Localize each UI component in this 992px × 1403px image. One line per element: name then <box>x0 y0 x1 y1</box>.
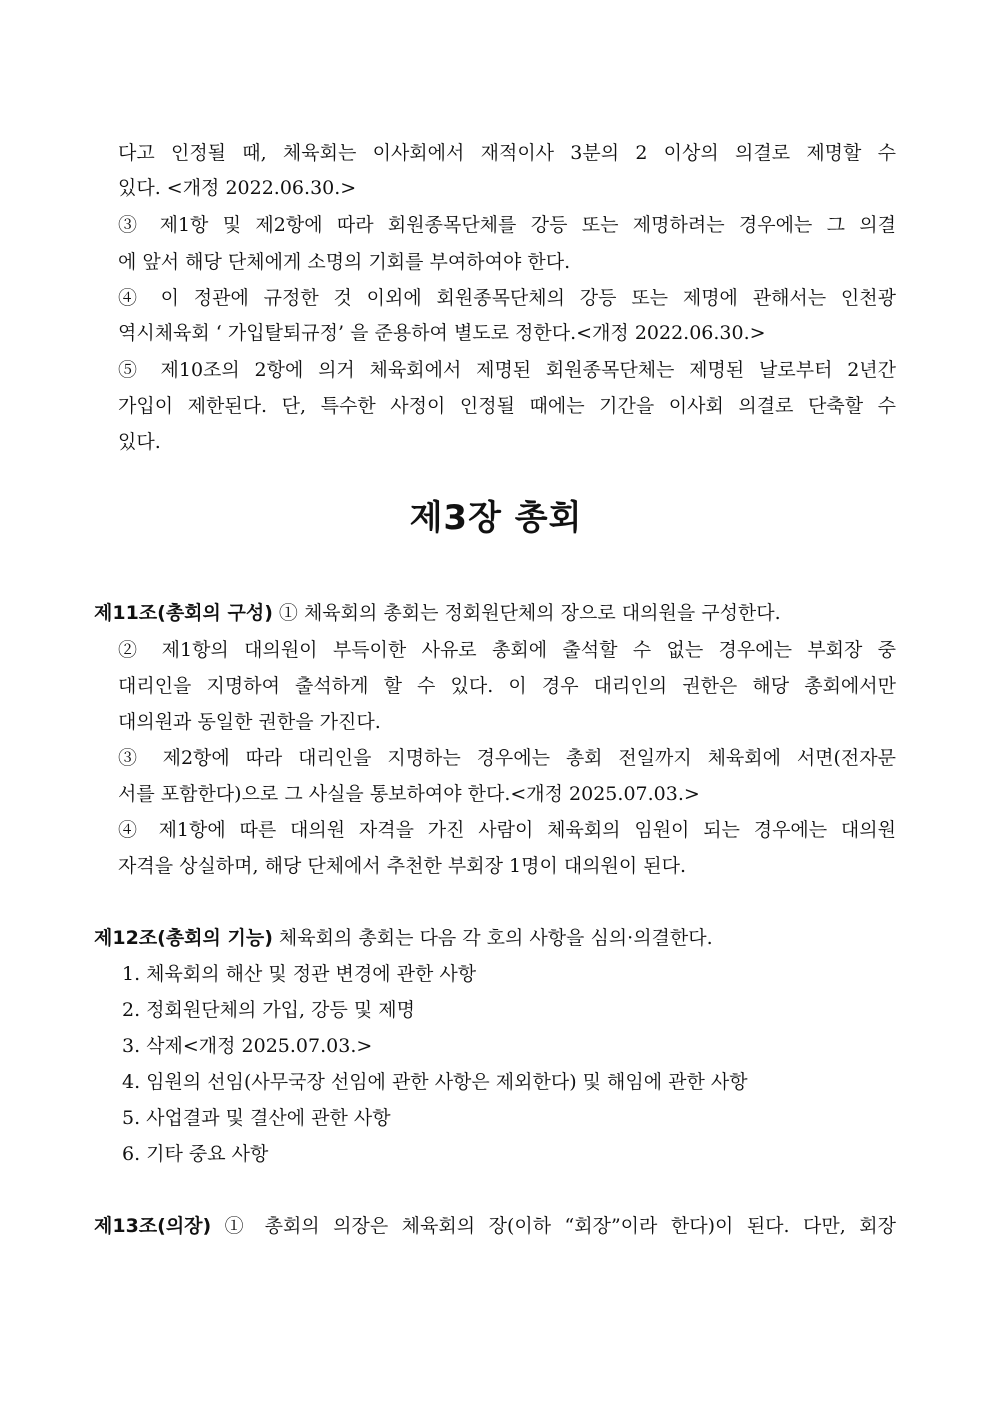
paragraph-line: ④ 이 정관에 규정한 것 이외에 회원종목단체의 강등 또는 제명에 관해서는 인천광 <box>118 287 896 309</box>
article-13-first-line <box>94 1213 896 1239</box>
paragraph-line: ④ 제1항에 따른 대의원 자격을 가진 사람이 체육회의 임원이 되는 경우에는 대의원 <box>118 819 896 841</box>
list-item: 3. 삭제<개정 2025.07.03.> <box>122 1035 373 1057</box>
paragraph-line: ③ 제2항에 따라 대리인을 지명하는 경우에는 총회 전일까지 체육회에 서면(전자문 <box>118 747 896 769</box>
paragraph-line: 다고 인정될 때, 체육회는 이사회에서 재적이사 3분의 2 이상의 의결로 제명할 수 <box>118 142 896 164</box>
paragraph-line: ⑤ 제10조의 2항에 의거 체육회에서 제명된 회원종목단체는 제명된 날로부터 2년간 <box>118 359 896 381</box>
list-item: 4. 임원의 선임(사무국장 선임에 관한 사항은 제외한다) 및 해임에 관한 사항 <box>122 1071 748 1093</box>
paragraph-line: 서를 포함한다)으로 그 사실을 통보하여야 한다.<개정 2025.07.03.> <box>118 783 700 805</box>
chapter-title: 제3장 총회 <box>409 498 583 538</box>
paragraph-line: 있다. <box>118 431 161 453</box>
article-13-heading: 제13조(의장) <box>94 1215 212 1237</box>
article-12-first-line <box>94 925 896 951</box>
article-11-text: ① 체육회의 총회는 정회원단체의 장으로 대의원을 구성한다. <box>278 602 781 624</box>
paragraph-line: ② 제1항의 대의원이 부득이한 사유로 총회에 출석할 수 없는 경우에는 부회장 중 <box>118 639 896 661</box>
article-12-heading: 제12조(총회의 기능) <box>94 927 273 949</box>
article-11-first-line <box>94 600 896 626</box>
paragraph-line: 에 앞서 해당 단체에게 소명의 기회를 부여하여야 한다. <box>118 251 571 273</box>
list-item: 5. 사업결과 및 결산에 관한 사항 <box>122 1107 391 1129</box>
paragraph-line: 있다. <개정 2022.06.30.> <box>118 177 357 199</box>
paragraph-line: 대의원과 동일한 권한을 가진다. <box>118 711 381 733</box>
list-item: 6. 기타 중요 사항 <box>122 1143 269 1165</box>
article-11-heading: 제11조(총회의 구성) <box>94 602 273 624</box>
list-item: 1. 체육회의 해산 및 정관 변경에 관한 사항 <box>122 963 477 985</box>
article-13-text: ① 총회의 의장은 체육회의 장(이하 “회장”이라 한다)이 된다. 다만, 회장 <box>217 1215 896 1237</box>
paragraph-line: 가입이 제한된다. 단, 특수한 사정이 인정될 때에는 기간을 이사회 의결로 단축할 수 <box>118 395 896 417</box>
paragraph-line: 역시체육회 ‘ 가입탈퇴규정’ 을 준용하여 별도로 정한다.<개정 2022.06.30.> <box>118 322 766 344</box>
list-item: 2. 정회원단체의 가입, 강등 및 제명 <box>122 999 415 1021</box>
paragraph-line: 대리인을 지명하여 출석하게 할 수 있다. 이 경우 대리인의 권한은 해당 총회에서만 <box>118 675 896 697</box>
article-12-text: 체육회의 총회는 다음 각 호의 사항을 심의·의결한다. <box>278 927 713 949</box>
paragraph-line: 자격을 상실하며, 해당 단체에서 추천한 부회장 1명이 대의원이 된다. <box>118 855 687 877</box>
paragraph-line: ③ 제1항 및 제2항에 따라 회원종목단체를 강등 또는 제명하려는 경우에는 그 의결 <box>118 214 896 236</box>
